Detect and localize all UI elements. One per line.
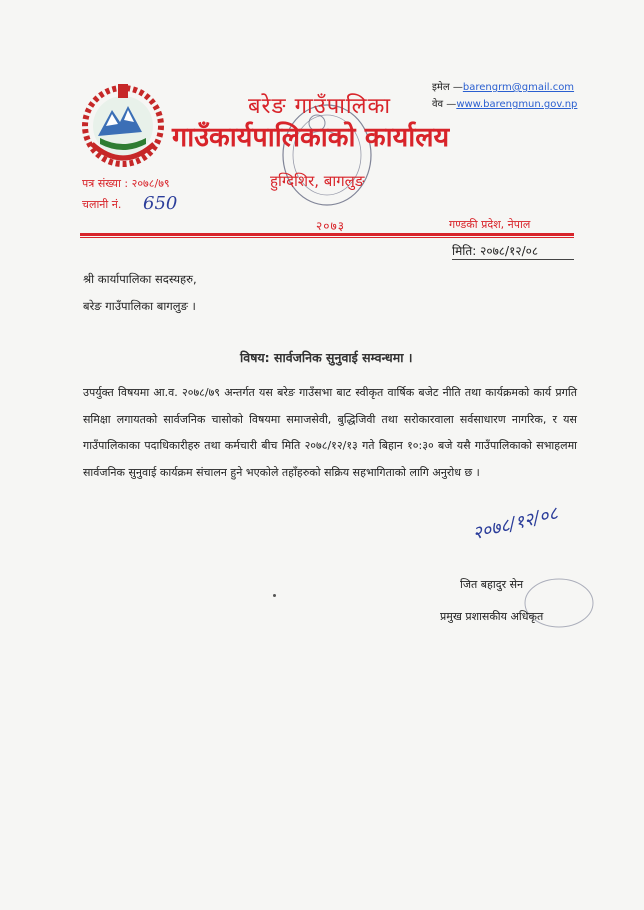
email-link[interactable]: barengrm@gmail.com	[462, 82, 575, 93]
signer-title: प्रमुख प्रशासकीय अधिकृत	[440, 610, 544, 623]
letterhead-rule-thin	[80, 237, 574, 238]
province: गण्डकी प्रदेश, नेपाल	[449, 218, 531, 231]
contact-block	[432, 79, 577, 113]
dispatch-number-label: चलानी नं.	[82, 198, 122, 211]
letter-number: पत्र संख्या : २०७८/७९	[82, 177, 170, 190]
municipality-name: बरेङ गाउँपालिका	[248, 94, 392, 119]
handwritten-signature: २०७८/१२/०८	[470, 502, 560, 545]
letterhead-rule	[80, 233, 574, 236]
office-address: हुग्दिशिर, बागलुङ	[270, 172, 365, 190]
dispatch-number-handwritten: 650	[143, 193, 178, 214]
web-link[interactable]: www.barengmun.gov.np	[456, 99, 578, 110]
email-label: इमेल —	[432, 82, 463, 93]
municipality-logo	[80, 80, 166, 170]
recipient-line-2: बरेङ गाउँपालिका बागलुङ ।	[83, 299, 196, 313]
letter-date: मिति: २०७८/१२/०८	[452, 244, 539, 258]
letter-subject: विषय: सार्वजनिक सुनुवाई सम्वन्धमा ।	[240, 350, 413, 365]
signer-name: जित बहादुर सेन	[460, 578, 524, 591]
established-year: २०७३	[316, 219, 345, 233]
paper-speck	[273, 594, 276, 597]
signature-seal-stamp	[520, 573, 598, 633]
office-name: गाउँकार्यपालिकाको कार्यालय	[172, 122, 450, 153]
recipient-line-1: श्री कार्यापालिका सदस्यहरु,	[83, 272, 197, 286]
web-row	[432, 96, 577, 113]
email-row	[432, 79, 577, 96]
date-underline	[452, 259, 574, 260]
web-label: वेव —	[432, 99, 457, 110]
letter-body: उपर्युक्त विषयमा आ.व. २०७८/७९ अन्तर्गत यस बरेङ गाउँसभा बाट स्वीकृत वार्षिक बजेट नीति तथा कार्यक्रमको कार्य प्रगति समिक्षा लगायतको सार्वजनिक चासोको विषयमा समाजसेवी, बुद्धिजिवी तथा सरोकारवाला सर्वसाधारण नागरिक, र यस गाउँपालिकाका पदाधिकारीहरु तथा कर्मचारी बीच मिति २०७८/१२/१३ गते बिहान १०:३० बजे यसै गाउँपालिकाको सभाहलमा सार्वजनिक सुनुवाई कार्यक्रम संचालन हुने भएकोले तहाँहरुको सक्रिय सहभागिताको लागि अनुरोध छ ।	[83, 386, 577, 479]
